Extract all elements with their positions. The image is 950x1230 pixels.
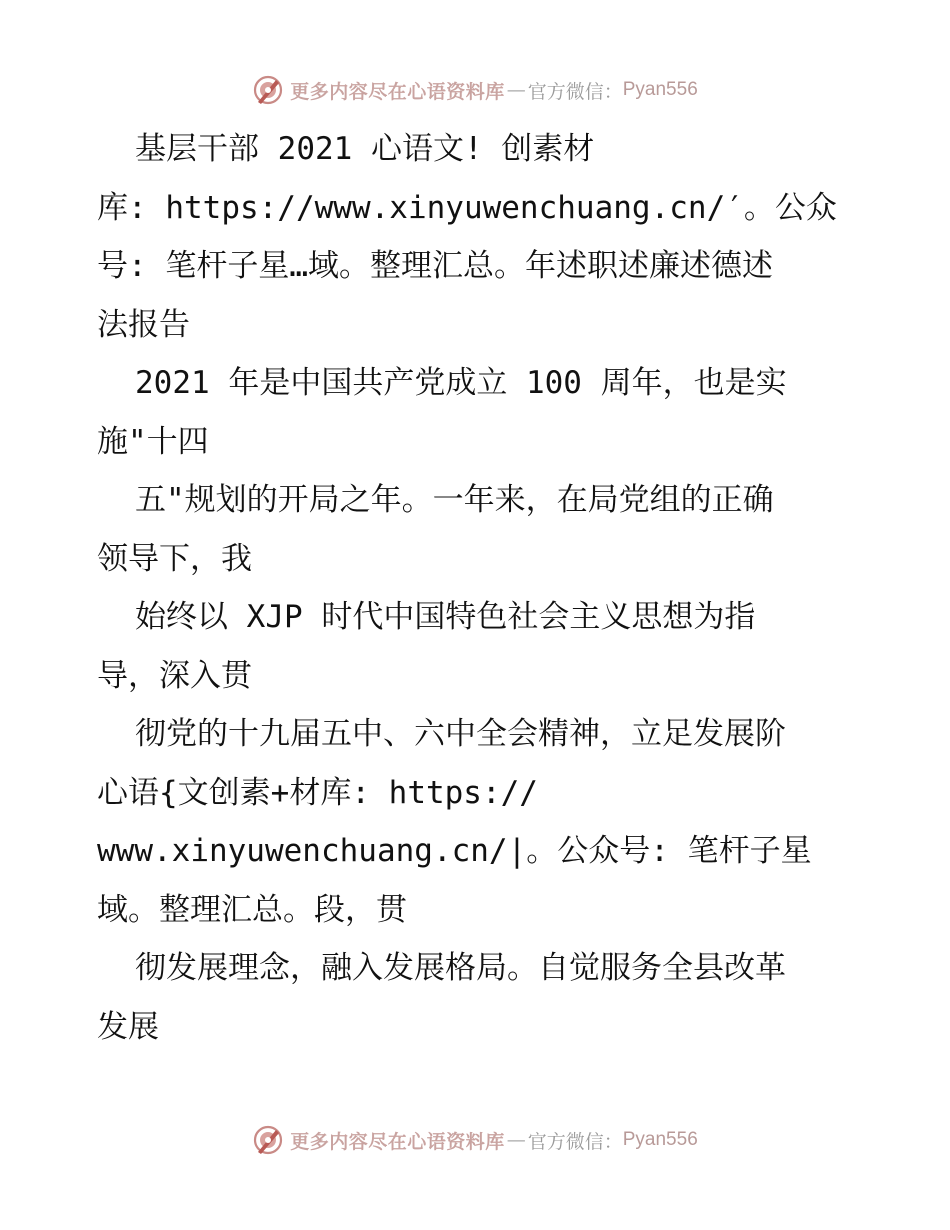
watermark-brand: 更多内容尽在心语资料库 (290, 80, 505, 103)
watermark-dash: — (506, 1129, 526, 1151)
text-line: 号: 笔杆子星…域。整理汇总。年述职述廉述德述 (97, 248, 773, 284)
text-line: 库: https://www.xinyuwenchuang.cn/′。公众 (97, 189, 837, 226)
text-line: 基层干部 2021 心语文! 创素材 (135, 131, 595, 167)
text-line: 2021 年是中国共产党成立 100 周年，也是实 (135, 365, 787, 401)
text-line: 五"规划的开局之年。一年来，在局党组的正确 (135, 482, 774, 518)
watermark-account: Pyan556 (622, 79, 698, 100)
quill-logo-icon (252, 1124, 284, 1156)
watermark-dash: — (506, 79, 526, 101)
quill-logo-icon (252, 74, 284, 106)
watermark-wechat-label: 官方微信： (527, 80, 623, 103)
text-line: www.xinyuwenchuang.cn/|。公众号: 笔杆子星 (97, 833, 812, 869)
header-watermark (0, 70, 950, 110)
watermark-wechat-label: 官方微信： (527, 1130, 623, 1153)
text-line: 施"十四 (97, 423, 209, 460)
text-line: 心语{文创素+材库: https:// (97, 774, 538, 811)
text-line: 彻发展理念，融入发展格局。自觉服务全县改革 (135, 950, 786, 986)
text-line: 领导下，我 (97, 540, 252, 577)
text-line: 域。整理汇总。段，贯 (97, 891, 407, 928)
watermark-account: Pyan556 (622, 1129, 698, 1150)
text-line: 彻党的十九届五中、六中全会精神，立足发展阶 (135, 716, 786, 752)
document-body (97, 120, 867, 1056)
footer-watermark (0, 1120, 950, 1160)
text-line: 始终以 XJP 时代中国特色社会主义思想为指 (135, 599, 756, 635)
watermark-brand: 更多内容尽在心语资料库 (290, 1130, 505, 1153)
text-line: 导，深入贯 (97, 657, 252, 694)
text-line: 发展 (97, 1008, 159, 1045)
text-line: 法报告 (97, 306, 190, 343)
